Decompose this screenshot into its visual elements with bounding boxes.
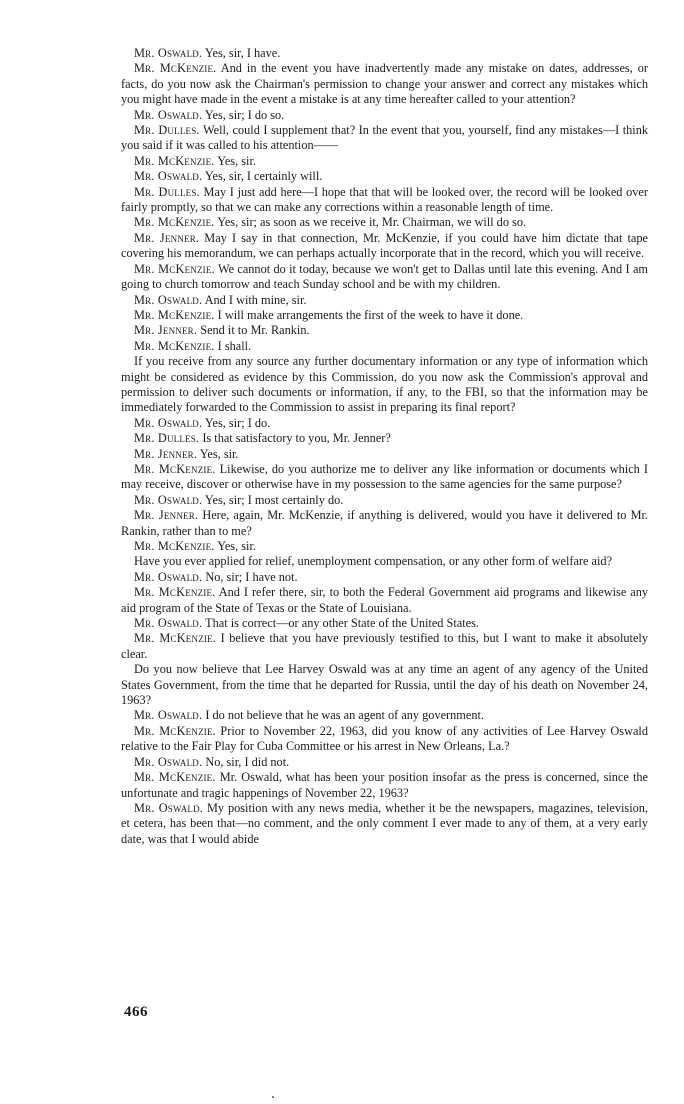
speaker-name: Mr. Oswald. (134, 800, 204, 815)
transcript-paragraph (121, 493, 648, 508)
transcript-paragraph (121, 185, 648, 216)
transcript-paragraph (121, 616, 648, 631)
speaker-name: Mr. McKenzie. (134, 261, 215, 276)
transcript-paragraph (121, 801, 648, 847)
transcript-paragraph (121, 724, 648, 755)
statement-text: Yes, sir; I most certainly do. (202, 492, 344, 507)
statement-text: No, sir, I did not. (202, 754, 290, 769)
transcript-paragraph (121, 46, 648, 61)
transcript-paragraph (121, 154, 648, 169)
speaker-name: Mr. Oswald. (134, 107, 203, 122)
transcript-paragraph (121, 585, 648, 616)
transcript-paragraph (121, 416, 648, 431)
statement-text: Yes, sir, I have. (202, 46, 281, 60)
statement-text: Is that satisfactory to you, Mr. Jenner? (199, 431, 391, 446)
scan-speck (272, 1096, 274, 1098)
transcript-paragraph (121, 708, 648, 723)
statement-text: Here, again, Mr. McKenzie, if anything is delivered, would you have it delivered to Mr. Rankin, rather than to me? (121, 508, 648, 538)
statement-text: I shall. (214, 338, 252, 353)
transcript-paragraph (121, 770, 648, 801)
speaker-name: Mr. McKenzie. (134, 215, 215, 230)
speaker-name: Mr. Jenner. (134, 446, 198, 461)
speaker-name: Mr. Oswald. (134, 292, 203, 307)
transcript-paragraph (121, 123, 648, 154)
statement-text: May I say in that connection, Mr. McKenzie, if you could have him dictate that tape covering his memorandum, we can perhaps actually incorporate that in the record, which you will receive. (121, 230, 648, 261)
transcript-paragraph (121, 262, 648, 293)
statement-text: Yes, sir, I certainly will. (202, 169, 323, 184)
transcript-body (121, 46, 648, 847)
speaker-name: Mr. Jenner. (134, 230, 200, 245)
transcript-paragraph (121, 462, 648, 493)
statement-text: Do you now believe that Lee Harvey Oswald was at any time an agent of any agency of the United States Government, from the time that he departed for Russia, until the day of his death on November 24, 1963? (121, 662, 648, 708)
speaker-name: Mr. Oswald. (134, 569, 203, 584)
speaker-name: Mr. McKenzie. (134, 461, 216, 476)
transcript-paragraph (121, 431, 648, 446)
speaker-name: Mr. McKenzie. (134, 153, 215, 168)
statement-text: I do not believe that he was an agent of any government. (202, 708, 484, 723)
speaker-name: Mr. McKenzie. (134, 631, 217, 646)
speaker-name: Mr. Oswald. (134, 754, 203, 769)
statement-text: Likewise, do you authorize me to deliver any like information or documents which I may receive, discover or otherwise have in my possession to the same agencies for the same purpose? (121, 461, 648, 492)
speaker-name: Mr. Oswald. (134, 708, 203, 723)
speaker-name: Mr. McKenzie. (134, 770, 216, 785)
statement-text: Yes, sir. (214, 539, 256, 553)
speaker-name: Mr. Oswald. (134, 169, 203, 184)
transcript-paragraph (121, 308, 648, 323)
statement-text: Yes, sir. (214, 153, 256, 168)
speaker-name: Mr. Dulles. (134, 123, 200, 138)
statement-text: I believe that you have previously testified to this, but I want to make it absolutely clear. (121, 631, 648, 661)
statement-text: That is correct—or any other State of the United States. (202, 616, 479, 631)
transcript-paragraph (121, 554, 648, 569)
transcript-paragraph (121, 339, 648, 354)
statement-text: I will make arrangements the first of the week to have it done. (214, 307, 524, 322)
transcript-paragraph (121, 61, 648, 107)
transcript-paragraph (121, 354, 648, 416)
transcript-paragraph (121, 508, 648, 539)
statement-text: Mr. Oswald, what has been your position insofar as the press is concerned, since the unfortunate and tragic happenings of November 22, 1963? (121, 770, 648, 800)
speaker-name: Mr. McKenzie. (134, 585, 216, 600)
speaker-name: Mr. Dulles. (134, 431, 200, 446)
speaker-name: Mr. Jenner. (134, 323, 198, 338)
transcript-paragraph (121, 570, 648, 585)
statement-text: And I with mine, sir. (202, 292, 307, 307)
transcript-paragraph (121, 215, 648, 230)
transcript-paragraph (121, 169, 648, 184)
statement-text: No, sir; I have not. (202, 569, 298, 584)
statement-text: May I just add here—I hope that that will be looked over, the record will be looked over fairly promptly, so that we can make any corrections within a reasonable length of time. (121, 184, 648, 215)
speaker-name: Mr. McKenzie. (134, 338, 215, 353)
speaker-name: Mr. McKenzie. (134, 307, 215, 322)
statement-text: Yes, sir; as soon as we receive it, Mr. Chairman, we will do so. (214, 215, 527, 230)
page-number: 466 (124, 1004, 148, 1020)
transcript-paragraph (121, 631, 648, 662)
transcript-paragraph (121, 447, 648, 462)
statement-text: Prior to November 22, 1963, did you know of any activities of Lee Harvey Oswald relative to the Fair Play for Cuba Committee or his arrest in New Orleans, La.? (121, 723, 648, 754)
transcript-paragraph (121, 108, 648, 123)
transcript-paragraph (121, 231, 648, 262)
statement-text: And in the event you have inadvertently made any mistake on dates, addresses, or facts, do you now ask the Chairman's permission to change your answer and correct any mistakes which you might have made in the event a mistake is at any time hereafter called to your attention? (121, 61, 648, 107)
statement-text: Send it to Mr. Rankin. (197, 323, 310, 338)
transcript-paragraph (121, 293, 648, 308)
transcript-paragraph (121, 539, 648, 554)
speaker-name: Mr. Dulles. (134, 184, 200, 199)
speaker-name: Mr. Oswald. (134, 415, 203, 430)
statement-text: Yes, sir. (197, 446, 239, 461)
speaker-name: Mr. McKenzie. (134, 539, 215, 553)
speaker-name: Mr. McKenzie. (134, 723, 216, 738)
transcript-paragraph (121, 662, 648, 708)
transcript-paragraph (121, 323, 648, 338)
statement-text: Yes, sir; I do. (202, 415, 271, 430)
speaker-name: Mr. Oswald. (134, 492, 203, 507)
transcript-paragraph (121, 755, 648, 770)
statement-text: If you receive from any source any further documentary information or any type of information which might be considered as evidence by this Commission, do you now ask the Commission's approval and permission to deliver such documents or information, if any, to the FBI, so that the information may be immediately forwarded to the Commission to assist in preparing its final report? (121, 354, 648, 415)
speaker-name: Mr. Oswald. (134, 46, 203, 60)
speaker-name: Mr. Jenner. (134, 508, 199, 523)
statement-text: Yes, sir; I do so. (202, 107, 285, 122)
statement-text: Have you ever applied for relief, unemployment compensation, or any other form of welfare aid? (134, 554, 613, 569)
statement-text: My position with any news media, whether it be the newspapers, magazines, television, et cetera, has been that—no comment, and the only comment I ever made to any of them, at a very early date, was that I would abide (121, 800, 648, 846)
statement-text: And I refer there, sir, to both the Federal Government aid programs and likewise any aid program of the State of Texas or the State of Louisiana. (121, 585, 648, 615)
statement-text: We cannot do it today, because we won't get to Dallas until late this evening. And I am going to church tomorrow and teach Sunday school and be with my children. (121, 261, 648, 292)
speaker-name: Mr. McKenzie. (134, 61, 217, 76)
speaker-name: Mr. Oswald. (134, 616, 203, 631)
statement-text: Well, could I supplement that? In the event that you, yourself, find any mistakes—I think you said if it was called to his attention—— (121, 123, 648, 153)
